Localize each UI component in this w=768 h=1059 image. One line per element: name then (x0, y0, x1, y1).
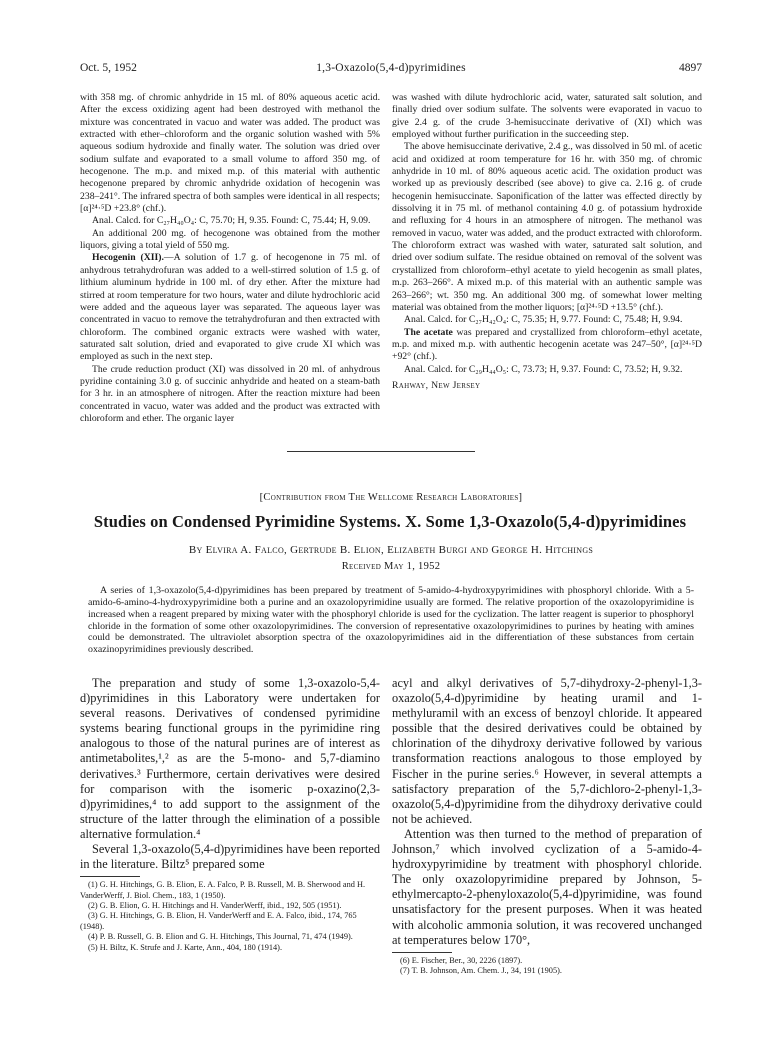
author-address: Rahway, New Jersey (392, 379, 481, 391)
footnote: (5) H. Biltz, K. Strufe and J. Karte, Ann., 404, 180 (1914). (88, 942, 283, 952)
previous-article-right-column (392, 92, 702, 392)
footnote: (2) G. B. Elion, G. H. Hitchings and H. VanderWerff, ibid., 192, 505 (1951). (88, 901, 342, 911)
contribution-line: [Contribution from The Wellcome Research Laboratories] (259, 492, 523, 503)
footnotes (392, 956, 702, 977)
paragraph-text: was prepared and crystallized from chloroform–ethyl acetate, m.p. and mixed m.p. with authentic hecogenin acetate was 247–50°, [α]²⁴·⁵D +92° (chf.). (392, 326, 702, 363)
received-date: Received May 1, 1952 (341, 561, 441, 572)
paragraph: Several 1,3-oxazolo(5,4-d)pyrimidines have been reported in the literature. Biltz⁵ prepared some (80, 842, 380, 872)
footnote: (3) G. H. Hitchings, G. B. Elion, H. VanderWerff and E. A. Falco, ibid., 174, 765 (1948). (80, 911, 357, 931)
paragraph: The crude reduction product (XI) was dissolved in 20 ml. of anhydrous pyridine containing 3.0 g. of succinic anhydride and heated on a steam-bath for 3 hr. in an atmosphere of nitrogen. After the reaction mixture had been concentrated in vacuo, water was added and the product was extracted with chloroform and ether. The organic layer (80, 363, 380, 424)
abstract: A series of 1,3-oxazolo(5,4-d)pyrimidines has been prepared by treatment of 5-amido-4-hydroxypyrimidines with phosphoryl chloride. With a 5-amido-6-amino-4-hydroxypyrimidine both a purine and an oxazolopyrimidine usually are formed. The relative proportion of the oxazolopyrimidine is increased when a reagent prepared by mixing water with the phosphoryl chloride is used for the cyclization. The latter reagent is superior to phosphoryl chloride in the formation of some other oxazolopyrimidines. The conversion of representative oxazolopyrimidines to purines by heating with amines could be demonstrated. The ultraviolet absorption spectra of the oxazolopyrimidines aid in the differentiation of these substances from certain oxazinopyrimidines previously described. (88, 585, 694, 656)
running-head (80, 62, 702, 78)
footnote: (1) G. H. Hitchings, G. B. Elion, E. A. Falco, P. B. Russell, M. B. Sherwood and H. VanderWerff, J. Biol. Chem., 183, 1 (1950). (80, 880, 366, 900)
paragraph: Attention was then turned to the method of preparation of Johnson,⁷ which involved cyclization of a 5-amido-4-hydroxypyrimidine by treatment with phosphoryl chloride. The only oxazolopyrimidine prepared by Johnson, 5-ethylmercapto-2-phenyloxazolo(5,4-d)pyrimidine, was found unsatisfactory for the present purposes. When it was heated with alcoholic ammonia solution, it was recovered unchanged at temperatures below 170°, (392, 826, 702, 947)
issue-date: Oct. 5, 1952 (80, 62, 137, 74)
section-heading: Hecogenin (XII). (92, 252, 164, 264)
footnotes (80, 880, 380, 953)
paragraph: The preparation and study of some 1,3-oxazolo-5,4-d)pyrimidines in this Laboratory were undertaken for several reasons. Derivatives of condensed pyrimidine systems bearing functional groups in the pyrimidine ring analogous to those of the natural purines are of interest as antimetabolites,¹,² as are the 5-mono- and 5,7-diamino derivatives.³ Furthermore, certain derivatives were desired for comparison with the isomeric p-oxazino(2,3-d)pyrimidines,⁴ to add support to the assignment of the structure of the latter through the elimination of a possible alternative formulation.⁴ (80, 676, 380, 841)
paragraph: with 358 mg. of chromic anhydride in 15 ml. of 80% aqueous acetic acid. After the excess oxidizing agent had been destroyed with methanol the mixture was concentrated in vacuo and water was added. The product was extracted with ether–chloroform and the organic solution washed with 5% aqueous sodium hydroxide and finally water. The solution was dried over sodium sulfate and evaporated to a small volume to afford 350 mg. of hecogenone. The m.p. and mixed m.p. of this material with authentic hecogenone prepared by chromic anhydride oxidation of hecogenin was 238–241°. The infrared spectra of both samples were identical in all respects; [α]²⁴·⁵D +23.8° (chf.). (80, 92, 380, 215)
author-line: By Elvira A. Falco, Gertrude B. Elion, Elizabeth Burgi and George H. Hitchings (188, 544, 594, 556)
paragraph (80, 252, 380, 363)
article-title: Studies on Condensed Pyrimidine Systems. X. Some 1,3-Oxazolo(5,4-d)pyrimidines (93, 512, 687, 531)
footnote-rule (80, 876, 140, 877)
footnote-rule (392, 952, 452, 953)
paragraph (392, 327, 702, 364)
analysis: Anal. Calcd. for C₂₇H₄₀O₄: C, 75.70; H, 9.35. Found: C, 75.44; H, 9.09. (92, 215, 371, 227)
analysis: Anal. Calcd. for C₂₉H₄₄O₅: C, 73.73; H, 9.37. Found: C, 73.52; H, 9.32. (404, 363, 683, 375)
analysis: Anal. Calcd. for C₂₇H₄₂O₄: C, 75.35; H, 9.77. Found: C, 75.48; H, 9.94. (404, 314, 683, 326)
paragraph: An additional 200 mg. of hecogenone was obtained from the mother liquors, giving a total yield of 550 mg. (80, 227, 380, 252)
paragraph: acyl and alkyl derivatives of 5,7-dihydroxy-2-phenyl-1,3-oxazolo(5,4-d)pyrimidine by heating uramil and 1-methyluramil with an excess of benzoyl chloride. It appeared possible that the desired derivatives could be obtained by chlorination of the dihydroxy derivative followed by various transformation reactions analogous to those employed by Fischer in the purine series.⁶ However, in several attempts a satisfactory preparation of the 5,7-dichloro-2-phenyl-1,3-oxazolo(5,4-d)pyrimidine from the dihydroxy derivative could not be achieved. (392, 676, 702, 826)
article-right-column (392, 676, 702, 977)
article-left-column (80, 676, 380, 953)
footnote: (6) E. Fischer, Ber., 30, 2226 (1897). (400, 955, 523, 965)
section-heading: The acetate (404, 326, 453, 338)
running-title: 1,3-Oxazolo(5,4-d)pyrimidines (316, 62, 466, 74)
paragraph-text: —A solution of 1.7 g. of hecogenone in 75 ml. of anhydrous tetrahydrofuran was added to a well-stirred solution of 1.5 g. of lithium aluminum hydride in 100 ml. of dry ether. After the mixture had stirred at room temperature for two hours, water and dilute hydrochloric acid were added and the aqueous layer was separated. The aqueous layer was concentrated in vacuo to remove the tetrahydrofuran and then extracted with chloroform. The combined organic extracts were washed with water, saturated salt solution, dried and evaporated to give crude XI which was employed as such in the next step. (80, 252, 380, 363)
footnote: (7) T. B. Johnson, Am. Chem. J., 34, 191 (1905). (400, 966, 562, 976)
paragraph: was washed with dilute hydrochloric acid, water, saturated salt solution, and finally dried over sodium sulfate. The solvents were evaporated in vacuo to give 2.4 g. of the crude 3-hemisuccinate derivative of (XI) which was employed without further purification in the succeeding step. (392, 92, 702, 141)
previous-article-left-column (80, 92, 380, 425)
page-number: 4897 (679, 62, 702, 74)
footnote: (4) P. B. Russell, G. B. Elion and G. H. Hitchings, This Journal, 71, 474 (1949). (88, 932, 353, 942)
paragraph: The above hemisuccinate derivative, 2.4 g., was dissolved in 50 ml. of acetic acid and oxidized at room temperature for 16 hr. with 350 mg. of chromic anhydride in 10 ml. of 80% aqueous acetic acid. The oxidation product was worked up as previously described (see above) to give ca. 2.16 g. of crude hecogenin hemisuccinate. Saponification of the latter was effected directly by dissolving it in 75 ml. of methanol containing 4.0 g. of potassium hydroxide and refluxing for 4 hours in an atmosphere of nitrogen. The methanol was removed in vacuo, water was added, and the product extracted with chloroform. The chloroform extract was washed with water, saturated salt solution, and dried over sodium sulfate. The residue obtained on removal of the solvent was crystallized from chloroform–ethyl acetate to yield hecogenin as small plates, m.p. 263–266°. A mixed m.p. of this material with an authentic sample was 263–266°; wt. 350 mg. An additional 300 mg. of somewhat lower melting material was obtained from the mother liquors; [α]²⁴·⁵D +13.5° (chf.). (392, 141, 702, 313)
article-end-rule (287, 451, 475, 452)
